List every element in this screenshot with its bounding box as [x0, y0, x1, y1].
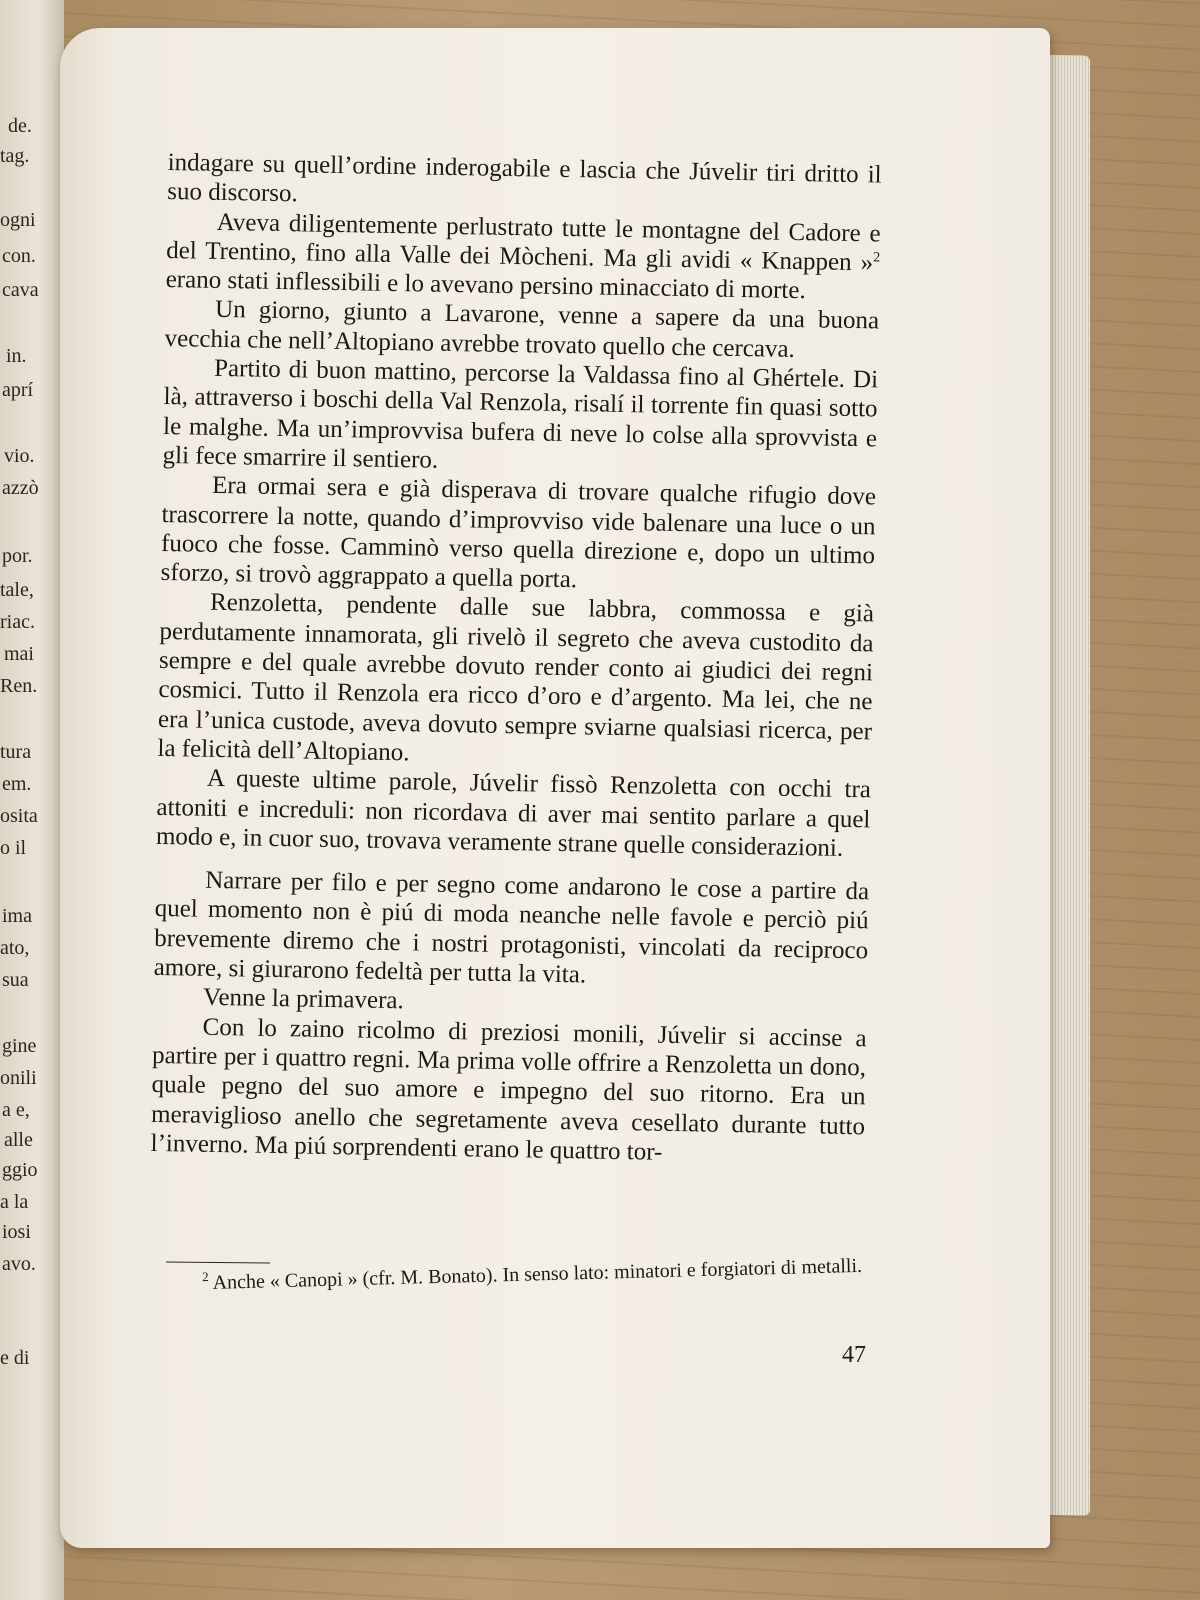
footnote-text: Anche « Canopi » (cfr. M. Bonato). In senso lato: minatori e forgiatori di metalli.	[208, 1254, 863, 1294]
paragraph: Partito di buon mattino, percorse la Valdassa fino al Ghértele. Di là, attraverso i boschi della Val Renzola, risalí il torrente fin quasi sotto le malghe. Ma un’improvvisa bufera di neve lo colse alla sprovvista e gli fece smarrire il sentiero.	[162, 354, 879, 474]
left-page-fragment: ggio	[2, 1159, 38, 1181]
left-page-fragment: e di	[0, 1347, 30, 1369]
left-page-fragment: onili	[0, 1067, 37, 1089]
left-page-edge	[0, 0, 64, 1600]
page-number: 47	[842, 1342, 866, 1368]
paragraph: Renzoletta, pendente dalle sue labbra, commossa e già perdutamente innamorata, gli rivelò il segreto che aveva custodito da sempre e del quale avrebbe dovuto render conto ai giudici dei regni cosmici. Tutto il Renzola era ricco d’oro e d’argento. Ma lei, che ne era l’unica custode, aveva dovuto sempre sviarne qualsiasi ricerca, per la felicità dell’Altopiano.	[157, 589, 875, 767]
left-page-fragment: tag.	[0, 145, 30, 167]
left-page-fragment: por.	[2, 545, 33, 567]
paragraph: A queste ultime parole, Júvelir fissò Renzoletta con occhi tra attoniti e increduli: non ricordava di aver mai sentito parlare a quel modo e, in cuor suo, trovava veramente strane quelle considerazioni.	[155, 765, 872, 862]
left-page-fragment: aprí	[2, 379, 34, 401]
left-page-fragment: riac.	[0, 611, 35, 633]
left-page-fragment: em.	[2, 773, 32, 795]
left-page-fragment: avo.	[2, 1253, 36, 1275]
left-page-fragment: ima	[2, 905, 32, 927]
left-page-fragment: azzò	[2, 477, 39, 499]
left-page-fragment: vio.	[4, 445, 35, 467]
paragraph: indagare su quell’ordine inderogabile e lascia che Júvelir tiri dritto il suo discorso.	[167, 148, 882, 208]
paragraph: Un giorno, giunto a Lavarone, venne a sapere da una buona vecchia che nell’Altopiano avrebbe trovato quello che cercava.	[164, 296, 880, 363]
left-page-fragment: tura	[0, 741, 32, 763]
left-page-fragment: cava	[2, 279, 39, 301]
footnote-reference: 2	[873, 250, 881, 266]
left-page-fragment: de.	[8, 115, 32, 137]
left-page-fragment: sua	[2, 969, 29, 991]
left-page-fragment: tale,	[0, 579, 34, 601]
left-page-fragment: ato,	[0, 937, 30, 959]
left-page-fragment: in.	[6, 345, 27, 367]
paragraph-text: erano stati inflessibili e lo avevano persino minacciato di morte.	[165, 266, 806, 305]
paragraph-text: Aveva diligentemente perlustrato tutte le montagne del Cadore e del Trentino, fino alla Valle dei Mòcheni. Ma gli avidi « Knappen »	[165, 208, 881, 277]
paragraph: Venne la primavera.	[202, 984, 404, 1015]
left-page-fragment: con.	[2, 245, 36, 267]
body-text	[150, 148, 882, 1170]
paragraph: Narrare per filo e per segno come andarono le cose a partire da quel momento non è piú di moda neanche nelle favole e perciò piú brevemente diremo che i nostri protagonisti, vincolati da reciproco amore, si giurarono fedeltà per tutta la vita.	[153, 866, 870, 989]
paragraph: Era ormai sera e già disperava di trovare qualche rifugio dove trascorrere la notte, quando d’improvviso vide balenare una luce o un fuoco che fosse. Camminò verso quella direzione e, dopo un ultimo sforzo, si trovò aggrappato a quella porta.	[160, 472, 877, 594]
left-page-fragment: iosi	[2, 1221, 31, 1243]
left-page-fragment: osita	[0, 805, 38, 827]
left-page-fragment: Ren.	[0, 675, 38, 697]
paragraph: Con lo zaino ricolmo di preziosi monili, Júvelir si accinse a partire per i quattro regni. Ma prima volle offrire a Renzoletta un dono, quale pegno del suo amore e impegno del suo ritorno. Era un meraviglioso anello che segretamente aveva cesellato durante tutto l’inverno. Ma piú sorprendenti erano le quattro tor-	[150, 1013, 867, 1166]
left-page-fragment: ogni	[0, 209, 36, 231]
left-page-fragment: gine	[2, 1035, 37, 1057]
left-page-fragment: alle	[4, 1129, 33, 1151]
left-page-fragment: mai	[4, 643, 34, 665]
footnote-marker: 2	[201, 1268, 209, 1285]
paragraph	[165, 207, 880, 307]
left-page-fragment: a e,	[2, 1099, 30, 1121]
left-page-fragment: a la	[0, 1191, 29, 1213]
left-page-fragment: o il	[0, 837, 27, 859]
